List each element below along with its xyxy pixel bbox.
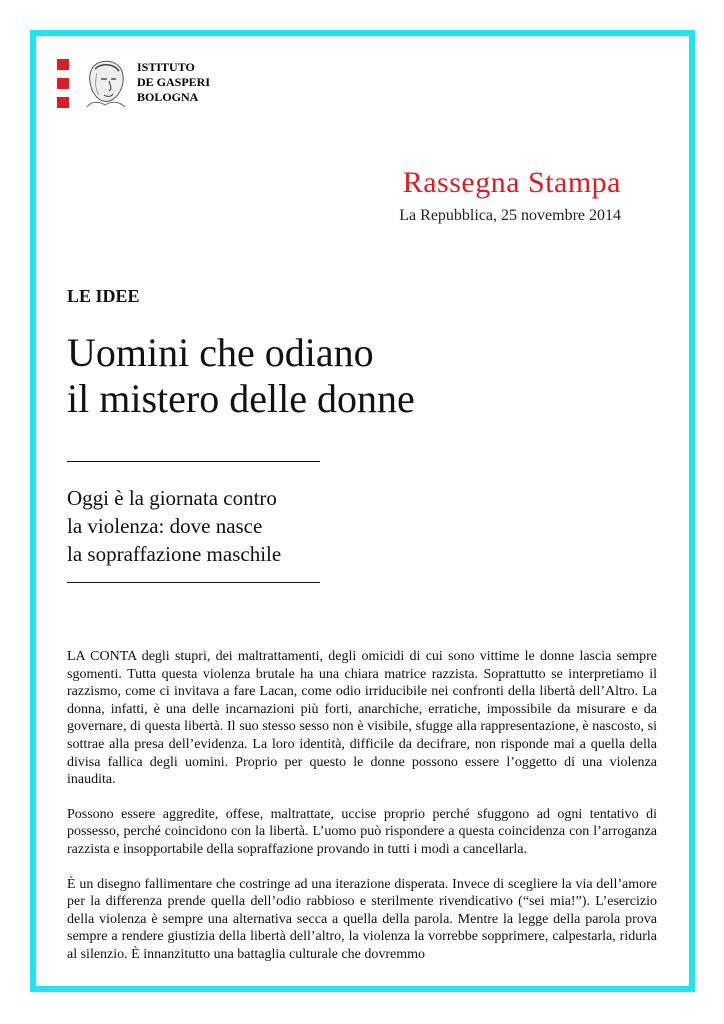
section-label: LE IDEE — [67, 286, 140, 306]
logo-line: ISTITUTO — [137, 60, 195, 74]
article-paragraph: LA CONTA degli stupri, dei maltrattamenti, degli omicidi di cui sono vittime le donne lascia sempre sgomenti. Tutta questa violenza brutale ha una chiara matrice razzista. Soprattutto se interpretiamo il razzismo, come ci invitava a fare Lacan, come odio irriducibile nei confronti della libertà dell’Altro. La donna, infatti, è una delle incarnazioni più forti, anarchiche, erratiche, impossibile da misurare e da governare, di questa libertà. Il suo stesso sesso non è visibile, sfugge alla rappresentazione, è nascosto, si sottrae alla presa dell’evidenza. La loro identità, difficile da decifrare, non risponde mai a quella della divisa fallica degli uomini. Proprio per questo le donne possono essere l’oggetto di una violenza inaudita. — [67, 649, 657, 788]
portrait-icon — [79, 57, 131, 109]
masthead — [399, 165, 621, 225]
logo-square — [57, 78, 69, 89]
article-paragraph: Possono essere aggredite, offese, maltrattate, uccise proprio perché sfuggono ad ogni tentativo di possesso, perché coincidono con la libertà. L’uomo può rispondere a questa coincidenza con l’arroganza razzista e insopportabile della sopraffazione provando in tutti i modi a cancellarla. — [67, 806, 657, 857]
institute-logo — [57, 57, 257, 112]
logo-square — [57, 59, 69, 70]
subhead-line: la sopraffazione maschile — [67, 542, 282, 566]
headline-line: il mistero delle donne — [67, 376, 415, 421]
logo-square — [57, 97, 69, 108]
divider-bottom — [67, 582, 320, 583]
logo-text — [137, 60, 210, 105]
logo-line: BOLOGNA — [137, 90, 199, 104]
masthead-source: La Repubblica, 25 novembre 2014 — [399, 207, 621, 224]
masthead-title: Rassegna Stampa — [402, 166, 621, 199]
headline — [67, 330, 415, 422]
article-body — [67, 648, 657, 981]
subhead-line: la violenza: dove nasce — [67, 514, 263, 538]
subhead — [67, 484, 281, 568]
headline-line: Uomini che odiano — [67, 330, 374, 375]
subhead-line: Oggi è la giornata contro — [67, 486, 277, 510]
divider-top — [67, 461, 320, 462]
logo-line: DE GASPERI — [137, 75, 211, 89]
article-paragraph: È un disegno fallimentare che costringe ad una iterazione disperata. Invece di scegliere la via dell’amore per la differenza prende quella dell’odio rabbioso e sterilmente rivendicativo (“sei mia!”). L’esercizio della violenza è sempre una alternativa secca a quella della parola. Mentre la legge della parola prova sempre a rendere giustizia della libertà dell’altro, la violenza la vorrebbe sopprimere, calpestarla, ridurla al silenzio. È innanzitutto una battaglia culturale che dovremmo — [67, 876, 657, 962]
